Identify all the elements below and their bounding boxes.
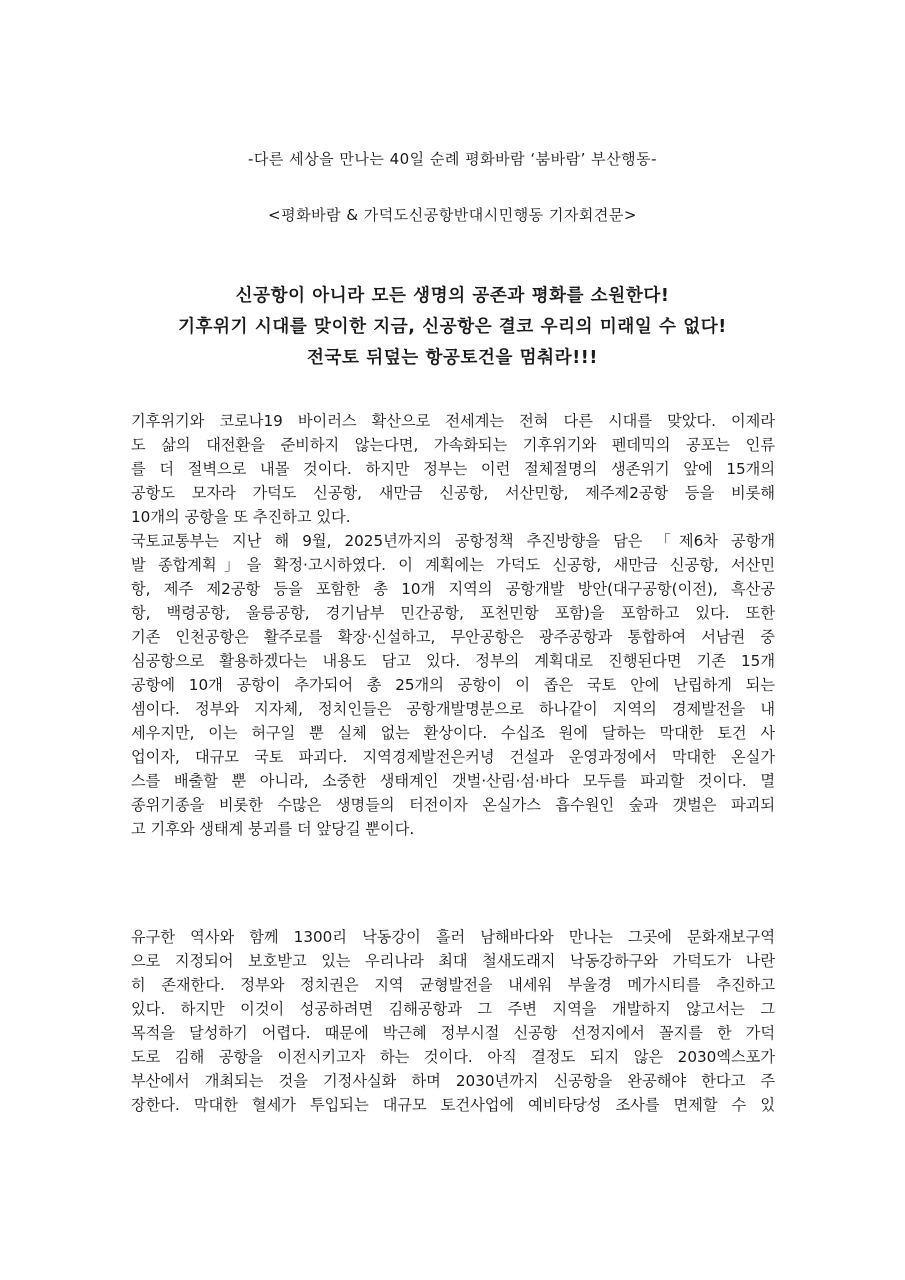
body-line: 으로 지정되어 보호받고 있는 우리나라 최대 철새도래지 낙동강하구와 가덕도가 나란 — [131, 952, 775, 970]
body-line: 기존 인천공항은 활주로를 확장·신설하고, 무안공항은 광주공항과 통합하여 서남권 중 — [131, 628, 775, 646]
headline-1: 신공항이 아니라 모든 생명의 공존과 평화를 소원한다! — [235, 286, 670, 306]
body-line: 10개의 공항을 또 추진하고 있다. — [131, 508, 351, 526]
paragraph-2 — [131, 925, 775, 1117]
press-conference-subtitle: <평화바람 & 가덕도신공항반대시민행동 기자회견문> — [268, 206, 637, 224]
body-line: 발 종합계획」을 확정·고시하였다. 이 계획에는 가덕도 신공항, 새만금 신공항, 서산민 — [131, 556, 775, 574]
body-line: 기후위기와 코로나19 바이러스 확산으로 전세계는 전혀 다른 시대를 맞았다. 이제라 — [131, 412, 775, 430]
paragraph-1 — [131, 409, 775, 841]
body-line: 장한다. 막대한 혈세가 투입되는 대규모 토건사업에 예비타당성 조사를 면제할 수 있 — [131, 1096, 775, 1114]
body-line: 고 기후와 생태계 붕괴를 더 앞당길 뿐이다. — [131, 820, 415, 838]
event-subtitle: -다른 세상을 만나는 40일 순례 평화바람 ‘붐바람’ 부산행동- — [247, 150, 658, 168]
body-line: 항, 제주 제2공항 등을 포함한 총 10개 지역의 공항개발 방안(대구공항(이전), 흑산공 — [131, 580, 775, 598]
headline-3: 전국토 뒤덮는 항공토건을 멈춰라!!! — [307, 348, 598, 368]
body-line: 도로 김해 공항을 이전시키고자 하는 것이다. 아직 결정도 되지 않은 2030엑스포가 — [131, 1048, 775, 1066]
body-line: 있다. 하지만 이것이 성공하려면 김해공항과 그 주변 지역을 개발하지 않고서는 그 — [131, 1000, 775, 1018]
body-line: 심공항으로 활용하겠다는 내용도 담고 있다. 정부의 계획대로 진행된다면 기존 15개 — [131, 652, 775, 670]
body-line: 세우지만, 이는 허구일 뿐 실체 없는 환상이다. 수십조 원에 달하는 막대한 토건 사 — [131, 724, 775, 742]
body-line: 목적을 달성하기 어렵다. 때문에 박근혜 정부시절 신공항 선정지에서 꼴지를 한 가덕 — [131, 1024, 775, 1042]
headline-2: 기후위기 시대를 맞이한 지금, 신공항은 결코 우리의 미래일 수 없다! — [178, 317, 727, 337]
body-line: 부산에서 개최되는 것을 기정사실화 하며 2030년까지 신공항을 완공해야 한다고 주 — [131, 1072, 775, 1090]
body-line: 셈이다. 정부와 지자체, 정치인들은 공항개발명분으로 하나같이 지역의 경제발전을 내 — [131, 700, 775, 718]
body-line: 유구한 역사와 함께 1300리 낙동강이 흘러 남해바다와 만나는 그곳에 문화재보구역 — [131, 928, 775, 946]
body-line: 스를 배출할 뿐 아니라, 소중한 생태계인 갯벌·산림·섬·바다 모두를 파괴할 것이다. 멸 — [131, 772, 775, 790]
body-line: 종위기종을 비롯한 수많은 생명들의 터전이자 온실가스 흡수원인 숲과 갯벌은 파괴되 — [131, 796, 775, 814]
body-line: 를 더 절벽으로 내몰 것이다. 하지만 정부는 이런 절체절명의 생존위기 앞에 15개의 — [131, 460, 775, 478]
body-line: 도 삶의 대전환을 준비하지 않는다면, 가속화되는 기후위기와 펜데믹의 공포는 인류 — [131, 436, 775, 454]
body-line: 공항도 모자라 가덕도 신공항, 새만금 신공항, 서산민항, 제주제2공항 등을 비롯해 — [131, 484, 775, 502]
body-line: 공항에 10개 공항이 추가되어 총 25개의 공항이 이 좁은 국토 안에 난립하게 되는 — [131, 676, 775, 694]
body-line: 항, 백령공항, 울릉공항, 경기남부 민간공항, 포천민항 포함)을 포함하고 있다. 또한 — [131, 604, 775, 622]
body-line: 업이자, 대규모 국토 파괴다. 지역경제발전은커녕 건설과 운영과정에서 막대한 온실가 — [131, 748, 775, 766]
body-line: 히 존재한다. 정부와 정치권은 지역 균형발전을 내세워 부울경 메가시티를 추진하고 — [131, 976, 775, 994]
body-line: 국토교통부는 지난 해 9월, 2025년까지의 공항정책 추진방향을 담은 「제6차 공항개 — [131, 532, 775, 550]
